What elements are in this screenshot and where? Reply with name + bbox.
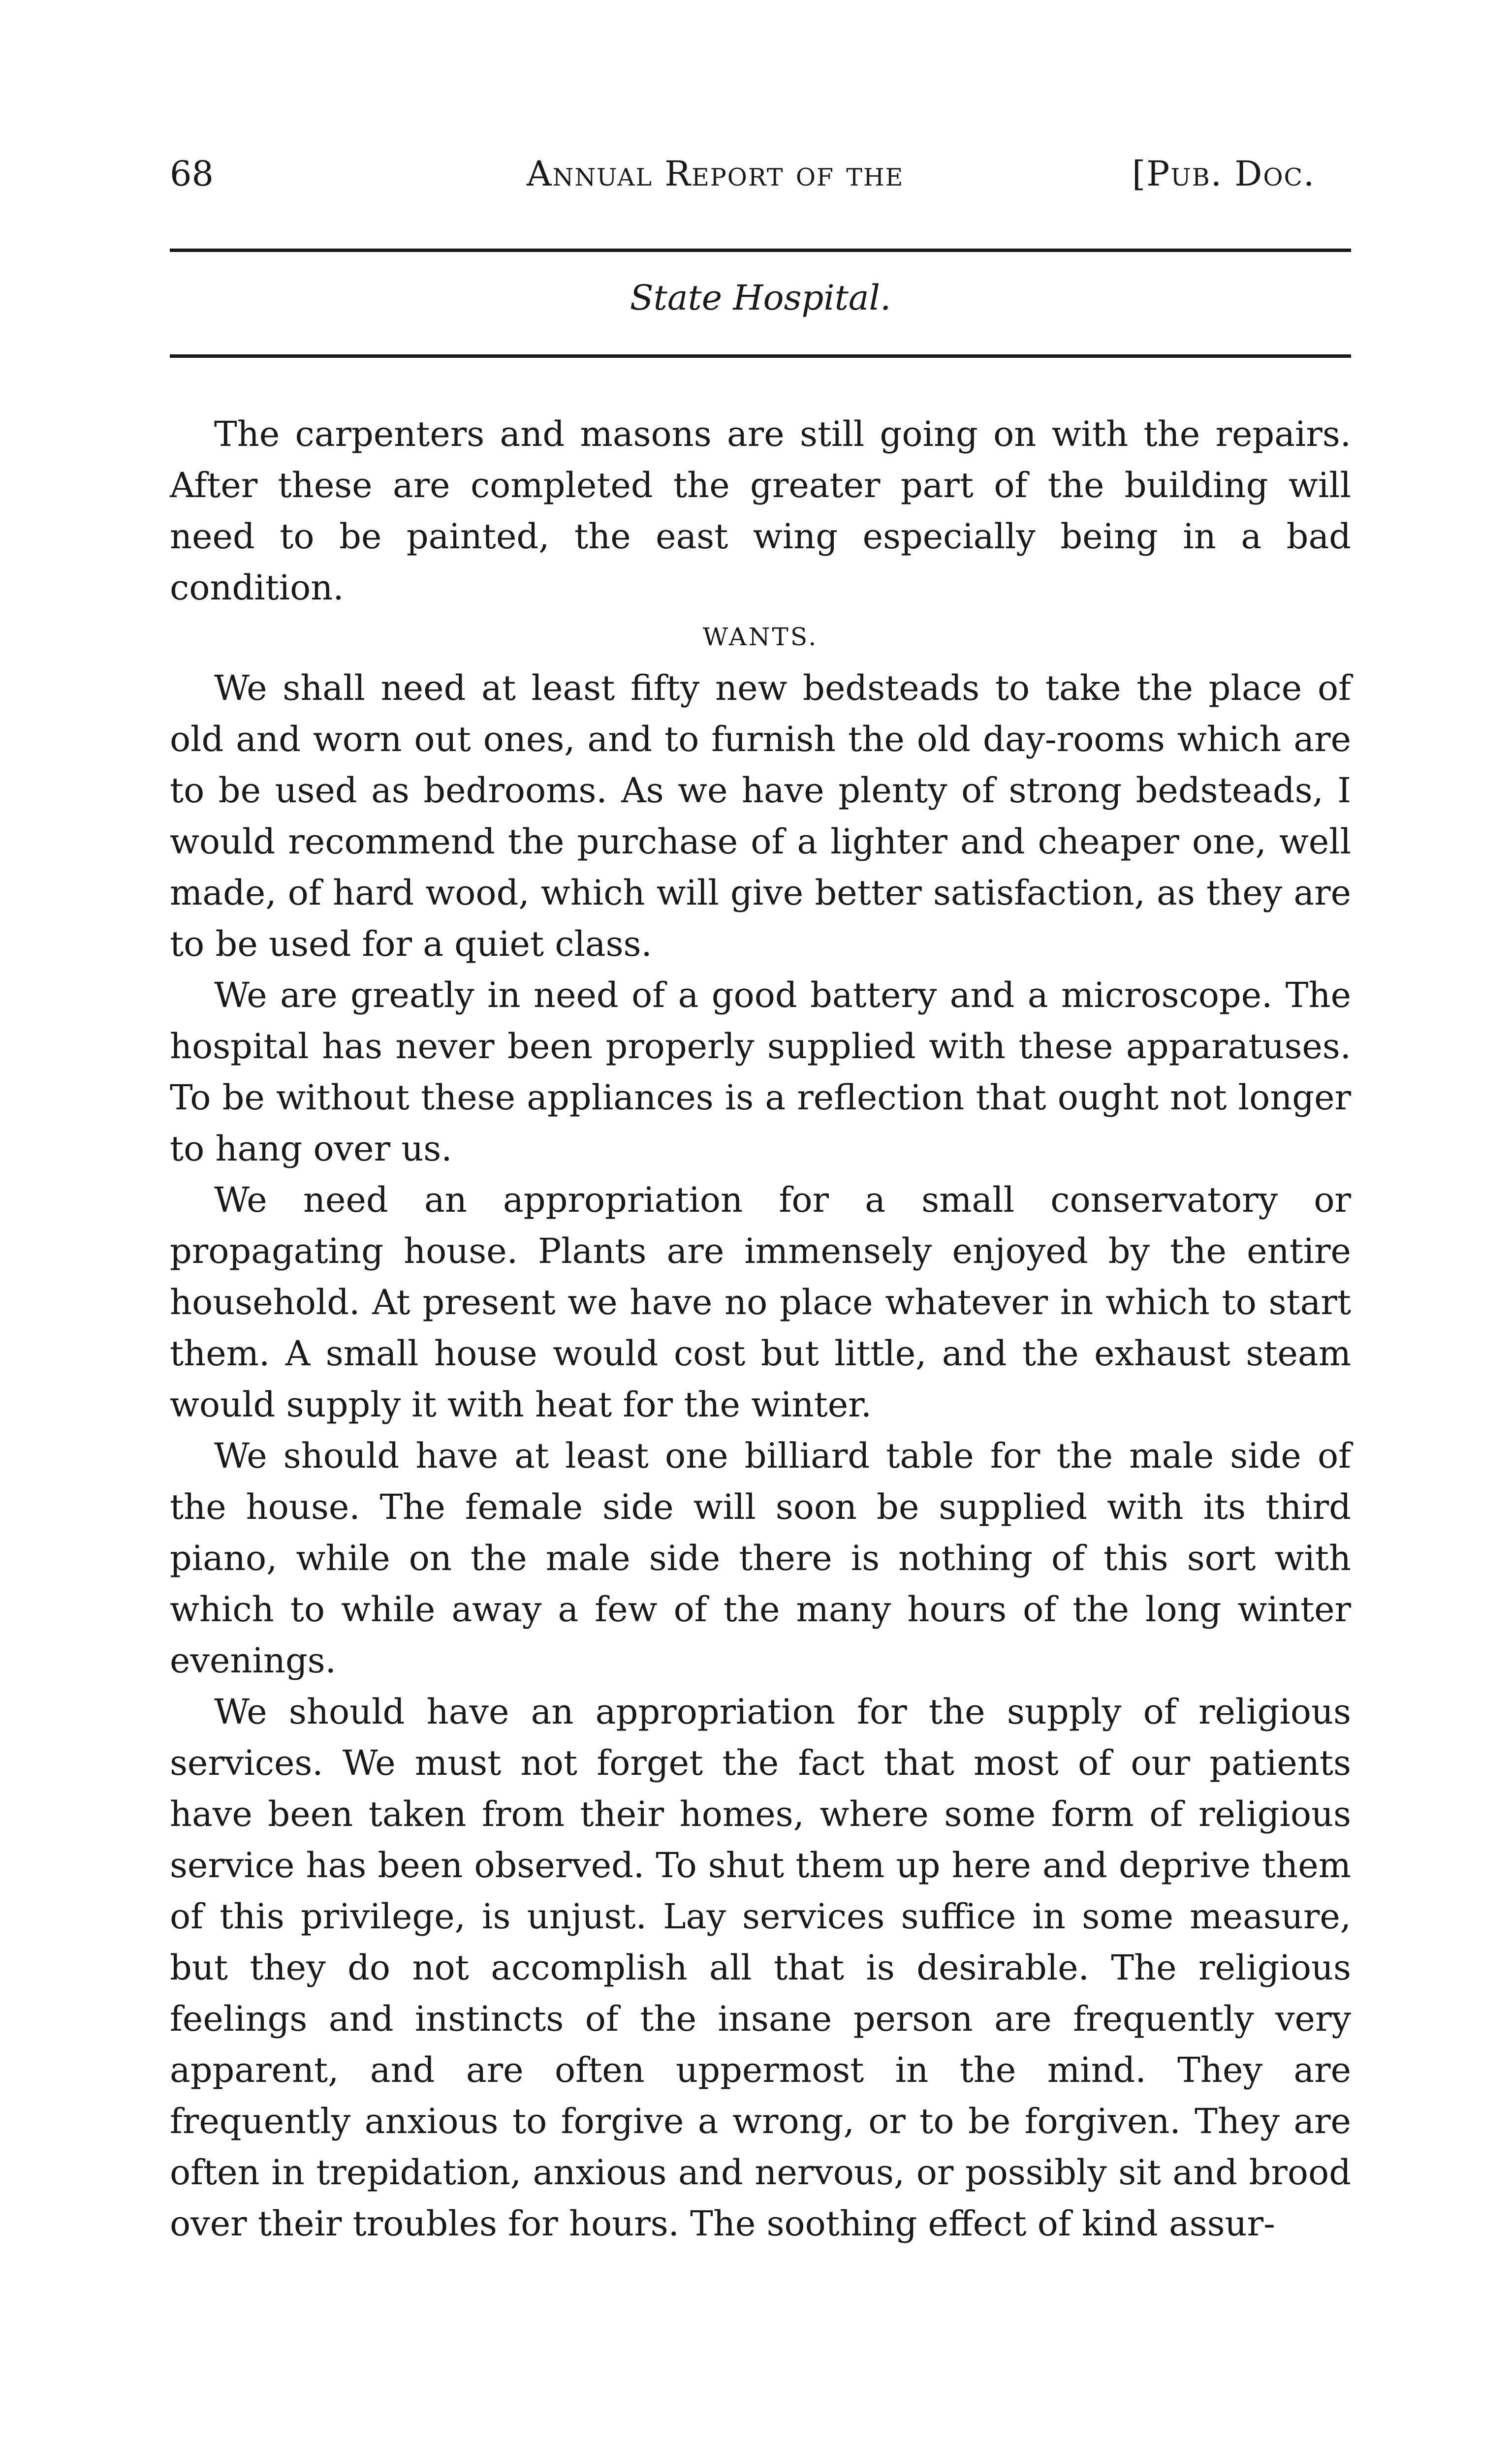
paragraph-battery-microscope: We are greatly in need of a good battery and a microscope. The hospital has never been properly supplied with these apparatuses. To be without these appliances is a reflection that ought not longer to hang over us. xyxy=(170,975,1351,1169)
page-number: 68 xyxy=(170,154,214,194)
section-heading: State Hospital. xyxy=(630,278,891,318)
header-rule-top xyxy=(170,249,1351,252)
paragraph-billiard-table: We should have at least one billiard table for the male side of the house. The female side will soon be supplied with its third piano, while on the male side there is nothing of this sort with which to while away a few of the many hours of the long winter evenings. xyxy=(170,1436,1351,1681)
document-tag: [Pub. Doc. xyxy=(1132,154,1316,194)
running-title: Annual Report of the xyxy=(527,154,904,194)
wants-subheading: WANTS. xyxy=(702,623,819,651)
body-text xyxy=(170,408,1351,2249)
paragraph-repairs: The carpenters and masons are still going on with the repairs. After these are completed the greater part of the building will need to be painted, the east wing especially being in a bad condition. xyxy=(170,414,1351,608)
paragraph-conservatory: We need an appropriation for a small conservatory or propagating house. Plants are immensely enjoyed by the entire household. At present we have no place whatever in which to start them. A small house would cost but little, and the exhaust steam would supply it with heat for the winter. xyxy=(170,1180,1351,1425)
header-rule-bottom xyxy=(170,354,1351,358)
paragraph-bedsteads: We shall need at least fifty new bedsteads to take the place of old and worn out ones, and to furnish the old day-rooms which are to be used as bedrooms. As we have plenty of strong bedsteads, I would recommend the purchase of a lighter and cheaper one, well made, of hard wood, which will give better satisfaction, as they are to be used for a quiet class. xyxy=(170,668,1351,964)
paragraph-religious-services: We should have an appropriation for the supply of religious services. We must not forget the fact that most of our patients have been taken from their homes, where some form of religious service has been observed. To shut them up here and deprive them of this privilege, is unjust. Lay services suffice in some measure, but they do not accomplish all that is desirable. The religious feelings and instincts of the insane person are frequently very apparent, and are often uppermost in the mind. They are frequently anxious to forgive a wrong, or to be forgiven. They are often in trepidation, anxious and nervous, or possibly sit and brood over their troubles for hours. The soothing effect of kind assur- xyxy=(170,1692,1351,2244)
